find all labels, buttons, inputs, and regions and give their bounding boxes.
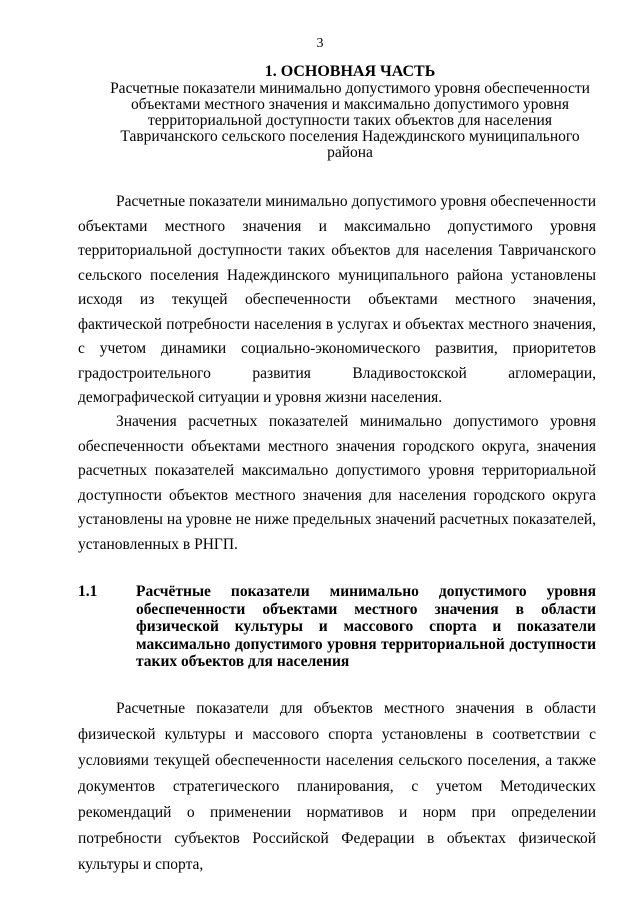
paragraph-text: Расчетные показатели минимально допустимого уровня обеспеченности объектами местного значения и максимально допустимого уровня территориальной доступности таких объектов для населения Тавричанского сельского поселения Надеждинского муниципального района установлены исходя из текущей обеспеченности объектами местного значения, фактической потребности населения в услугах и объектах местного значения, с учетом динамики социально-экономического развития, приоритетов градостроительного развития Владивостокской агломерации, демографической ситуации и уровня жизни населения.	[78, 193, 596, 406]
section-number: 1.1	[78, 583, 98, 600]
part-heading	[100, 64, 600, 161]
part-title: 1. ОСНОВНАЯ ЧАСТЬ	[264, 63, 436, 80]
intro-paragraph-1	[78, 190, 596, 411]
section-title: Расчётные показатели минимально допустимого уровня обеспеченности объектами местного значения в области физической культуры и массового спорта и показатели максимально допустимого уровня территориальной доступности таких объектов для населения	[136, 583, 596, 670]
section-paragraph	[78, 696, 596, 878]
part-subtitle: Расчетные показатели минимально допустимого уровня обеспеченности объектами местного значения и максимально допустимого уровня территориальной доступности таких объектов для населения Тавричанского сельского поселения Надеждинского муниципального района	[110, 80, 590, 161]
paragraph-text: Расчетные показатели для объектов местного значения в области физической культуры и массового спорта установлены в соответствии с условиями текущей обеспеченности населения сельского поселения, а также документов стратегического планирования, с учетом Методических рекомендаций о применении нормативов и норм при определении потребности субъектов Российской Федерации в объектах физической культуры и спорта,	[78, 700, 596, 873]
intro-paragraph-2	[78, 410, 596, 557]
paragraph-text: Значения расчетных показателей минимально допустимого уровня обеспеченности объектами местного значения городского округа, значения расчетных показателей максимально допустимого уровня территориальной доступности объектов местного значения для населения городского округа установлены на уровне не ниже предельных значений расчетных показателей, установленных в РНГП.	[78, 413, 596, 553]
page-number: 3	[316, 36, 324, 51]
